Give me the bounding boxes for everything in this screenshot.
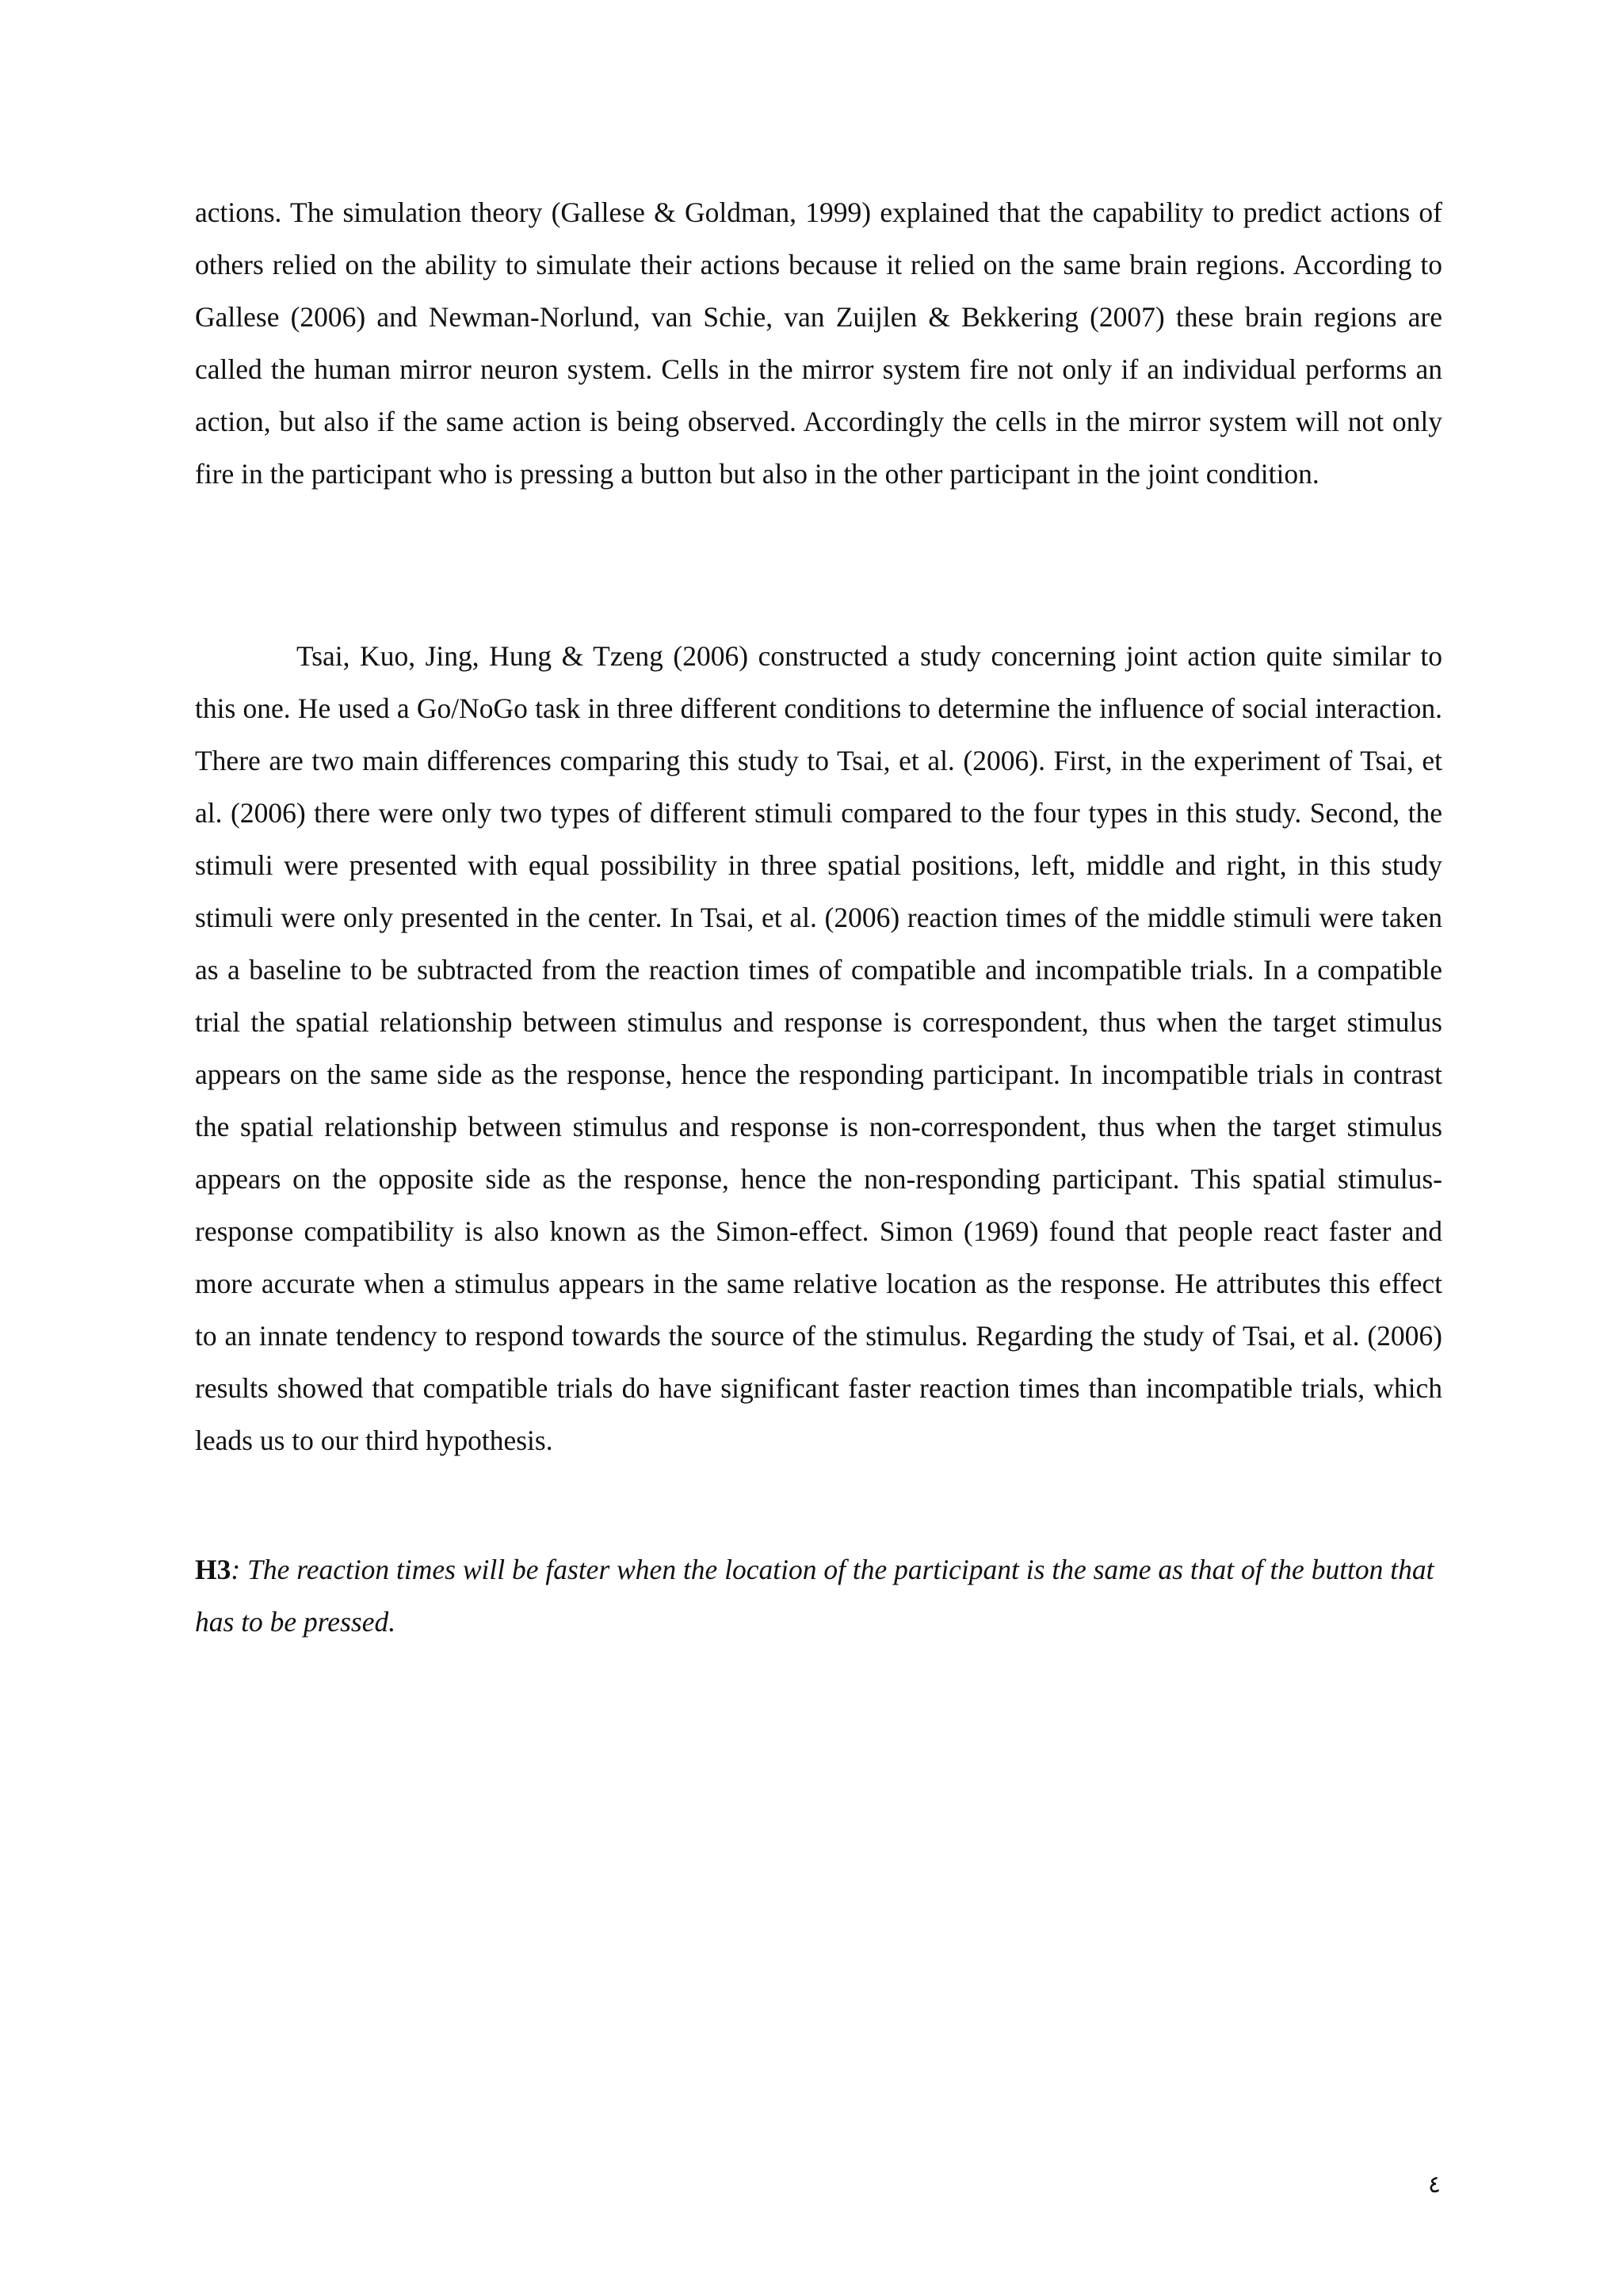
hypothesis-statement	[195, 1543, 1442, 1648]
hypothesis-label: H3	[195, 1554, 231, 1585]
page-number: ٤	[1427, 2172, 1441, 2198]
body-paragraph-1: actions. The simulation theory (Gallese & Goldman, 1999) explained that the capability to predict actions of others relied on the ability to simulate their actions because it relied on the same brain regions. According to Gallese (2006) and Newman-Norlund, van Schie, van Zuijlen & Bekkering (2007) these brain regions are called the human mirror neuron system. Cells in the mirror system fire not only if an individual performs an action, but also if the same action is being observed. Accordingly the cells in the mirror system will not only fire in the participant who is pressing a button but also in the other participant in the joint condition.	[195, 196, 1442, 490]
body-paragraph-2: Tsai, Kuo, Jing, Hung & Tzeng (2006) constructed a study concerning joint action quite similar to this one. He used a Go/NoGo task in three different conditions to determine the influence of social interaction. There are two main differences comparing this study to Tsai, et al. (2006). First, in the experiment of Tsai, et al. (2006) there were only two types of different stimuli compared to the four types in this study. Second, the stimuli were presented with equal possibility in three spatial positions, left, middle and right, in this study stimuli were only presented in the center. In Tsai, et al. (2006) reaction times of the middle stimuli were taken as a baseline to be subtracted from the reaction times of compatible and incompatible trials. In a compatible trial the spatial relationship between stimulus and response is correspondent, thus when the target stimulus appears on the same side as the response, hence the responding participant. In incompatible trials in contrast the spatial relationship between stimulus and response is non-correspondent, thus when the target stimulus appears on the opposite side as the response, hence the non-responding participant. This spatial stimulus-response compatibility is also known as the Simon-effect. Simon (1969) found that people react faster and more accurate when a stimulus appears in the same relative location as the response. He attributes this effect to an innate tendency to respond towards the source of the stimulus. Regarding the study of Tsai, et al. (2006) results showed that compatible trials do have significant faster reaction times than incompatible trials, which leads us to our third hypothesis.	[195, 640, 1442, 1456]
hypothesis-text: : The reaction times will be faster when the location of the participant is the same as that of the button that has to be pressed.	[195, 1554, 1434, 1638]
